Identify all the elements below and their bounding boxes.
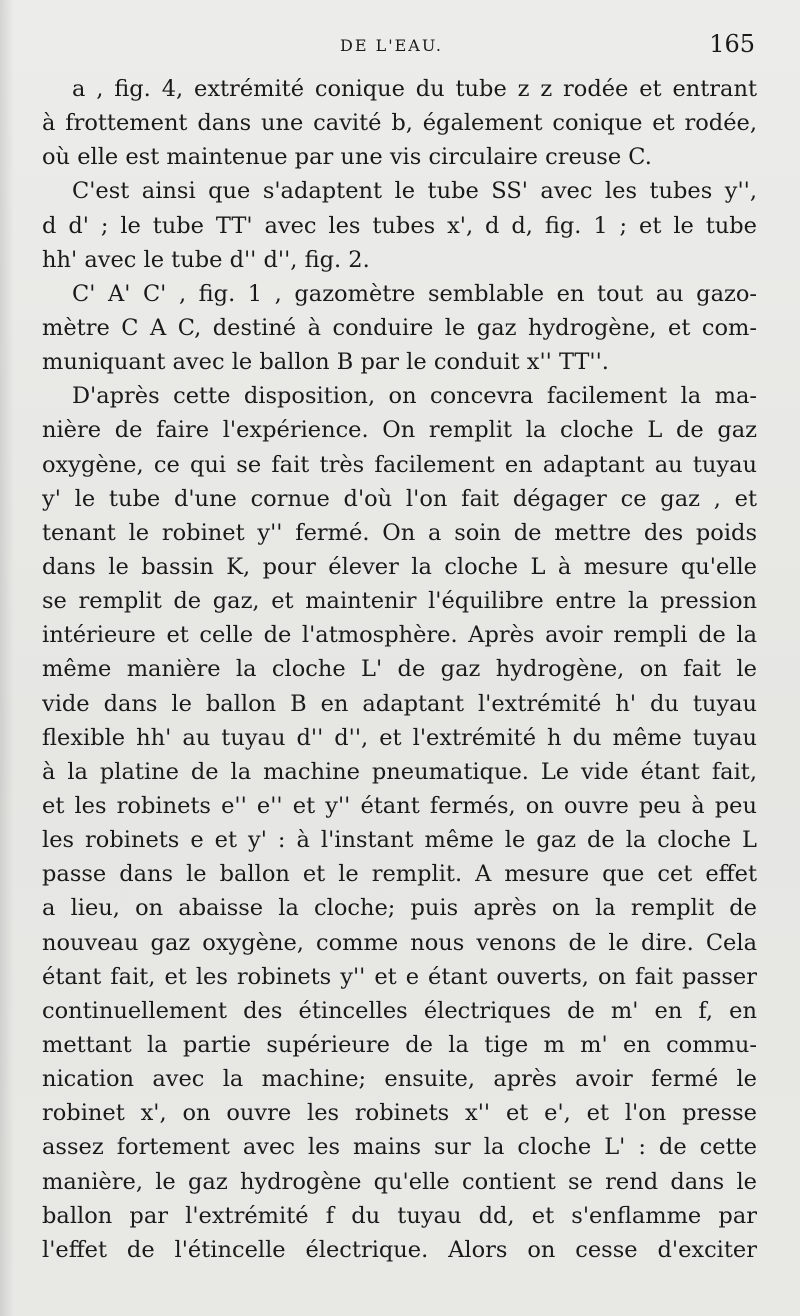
text-line: y' le tube d'une cornue d'où l'on fait dégager ce gaz , et (42, 485, 757, 512)
text-line: ballon par l'extrémité f du tuyau dd, et s'enflamme par (42, 1202, 757, 1229)
text-line: a , fig. 4, extrémité conique du tube z z rodée et entrant (72, 76, 757, 102)
text-line: flexible hh' au tuyau d'' d'', et l'extrémité h du même tuyau (42, 724, 757, 751)
text-line: dans le bassin K, pour élever la cloche L à mesure qu'elle (42, 553, 757, 580)
text-line: C'est ainsi que s'adaptent le tube SS' avec les tubes y'', (72, 178, 757, 205)
text-line: nouveau gaz oxygène, comme nous venons de le dire. Cela (42, 929, 757, 956)
text-line: vide dans le ballon B en adaptant l'extrémité h' du tuyau (42, 690, 757, 717)
running-head (0, 30, 800, 60)
text-line: hh' avec le tube d'' d'', fig. 2. (42, 246, 370, 273)
body-text (42, 72, 757, 1267)
text-line: nication avec la machine; ensuite, après avoir fermé le (42, 1066, 757, 1093)
text-line: d d' ; le tube TT' avec les tubes x', d d, fig. 1 ; et le tube (42, 212, 757, 239)
text-line: et les robinets e'' e'' et y'' étant fermés, on ouvre peu à peu (42, 792, 757, 819)
text-line: assez fortement avec les mains sur la cloche L' : de cette (42, 1134, 757, 1161)
text-line: manière, le gaz hydrogène qu'elle contient se rend dans le (42, 1168, 757, 1195)
text-line: mètre C A C, destiné à conduire le gaz hydrogène, et com- (42, 314, 757, 341)
text-line: robinet x', on ouvre les robinets x'' et e', et l'on presse (42, 1100, 757, 1127)
text-line: nière de faire l'expérience. On remplit la cloche L de gaz (42, 417, 757, 444)
text-line: à la platine de la machine pneumatique. Le vide étant fait, (42, 758, 757, 785)
text-line: tenant le robinet y'' fermé. On a soin de mettre des poids (42, 519, 757, 546)
text-line: muniquant avec le ballon B par le conduit x'' TT''. (42, 349, 609, 376)
text-line: où elle est maintenue par une vis circulaire creuse C. (42, 144, 652, 171)
text-line: continuellement des étincelles électriques de m' en f, en (42, 997, 757, 1024)
text-line: les robinets e et y' : à l'instant même le gaz de la cloche L (42, 827, 757, 854)
text-line: oxygène, ce qui se fait très facilement en adaptant au tuyau (42, 451, 757, 478)
running-title: DE L'EAU. (340, 36, 443, 55)
text-line: à frottement dans une cavité b, également conique et rodée, (42, 110, 757, 137)
text-line: a lieu, on abaisse la cloche; puis après on la remplit de (42, 895, 757, 922)
text-line: l'effet de l'étincelle électrique. Alors on cesse d'exciter (42, 1236, 757, 1263)
text-line: même manière la cloche L' de gaz hydrogène, on fait le (42, 656, 757, 683)
text-line: intérieure et celle de l'atmosphère. Après avoir rempli de la (42, 622, 757, 649)
page-number: 165 (709, 30, 755, 58)
text-line: passe dans le ballon et le remplit. A mesure que cet effet (42, 861, 757, 888)
text-line: étant fait, et les robinets y'' et e étant ouverts, on fait passer (42, 963, 757, 990)
text-line: se remplit de gaz, et maintenir l'équilibre entre la pression (42, 588, 757, 615)
text-line: D'après cette disposition, on concevra facilement la ma- (72, 383, 757, 410)
text-line: mettant la partie supérieure de la tige m m' en commu- (42, 1031, 757, 1058)
text-line: C' A' C' , fig. 1 , gazomètre semblable en tout au gazo- (72, 280, 757, 307)
